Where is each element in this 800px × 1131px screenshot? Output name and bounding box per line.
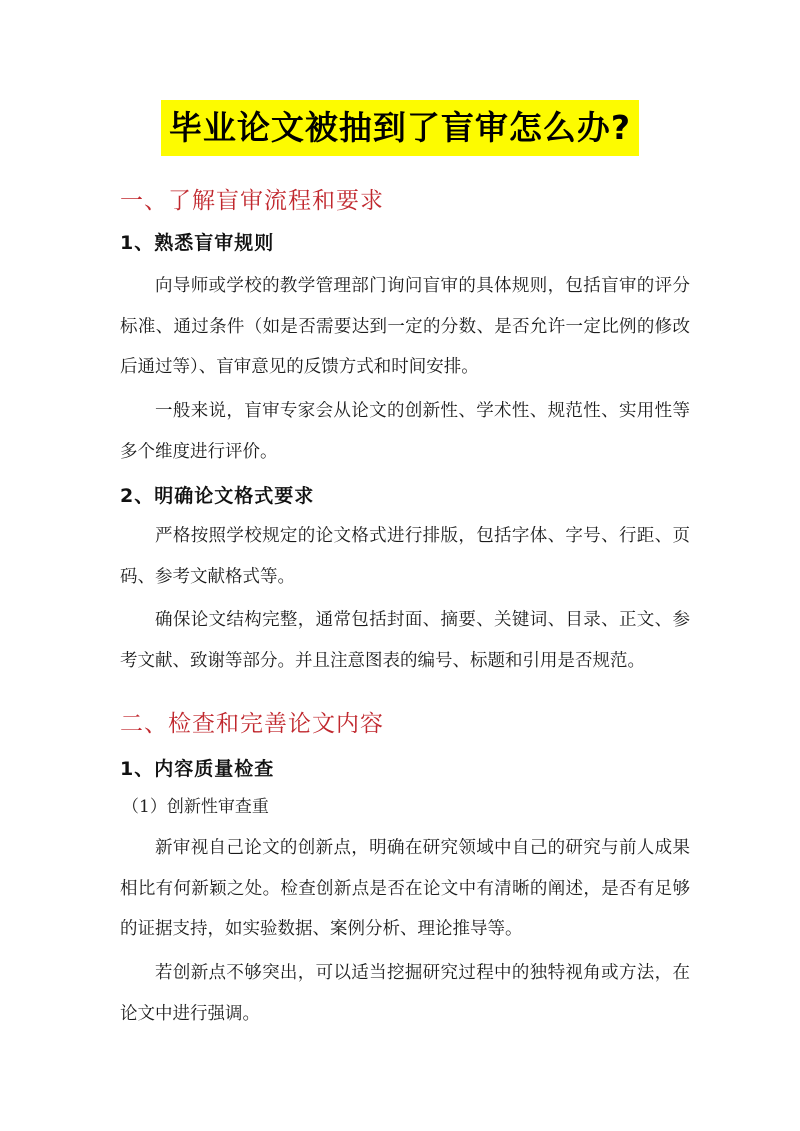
section-1-sub-1-heading: 1、熟悉盲审规则 <box>120 232 275 254</box>
section-2-sub-1-heading: 1、内容质量检查 <box>120 758 275 780</box>
section-1-sub-2-paragraph-2: 确保论文结构完整，通常包括封面、摘要、关键词、目录、正文、参考文献、致谢等部分。并且注意图表的编号、标题和引用是否规范。 <box>120 610 690 671</box>
section-1-sub-1-paragraph-1: 向导师或学校的教学管理部门询问盲审的具体规则，包括盲审的评分标准、通过条件（如是否需要达到一定的分数、是否允许一定比例的修改后通过等）、盲审意见的反馈方式和时间安排。 <box>120 276 690 377</box>
section-2-item-1-heading: （1）创新性审查重 <box>122 797 269 817</box>
section-1-sub-2-paragraph-1: 严格按照学校规定的论文格式进行排版，包括字体、字号、行距、页码、参考文献格式等。 <box>120 526 690 587</box>
section-1-sub-2-heading: 2、明确论文格式要求 <box>120 485 315 507</box>
section-2-item-1-paragraph-2: 若创新点不够突出，可以适当挖掘研究过程中的独特视角或方法，在论文中进行强调。 <box>120 963 690 1024</box>
section-1-sub-1-paragraph-2: 一般来说，盲审专家会从论文的创新性、学术性、规范性、实用性等多个维度进行评价。 <box>120 401 690 462</box>
document-title: 毕业论文被抽到了盲审怎么办? <box>161 100 639 156</box>
section-2-heading: 二、检查和完善论文内容 <box>120 711 384 737</box>
title-wrapper <box>0 100 800 156</box>
section-1-heading: 一、了解盲审流程和要求 <box>120 188 384 214</box>
section-2-item-1-paragraph-1: 新审视自己论文的创新点，明确在研究领域中自己的研究与前人成果相比有何新颖之处。检查创新点是否在论文中有清晰的阐述，是否有足够的证据支持，如实验数据、案例分析、理论推导等。 <box>120 838 690 939</box>
